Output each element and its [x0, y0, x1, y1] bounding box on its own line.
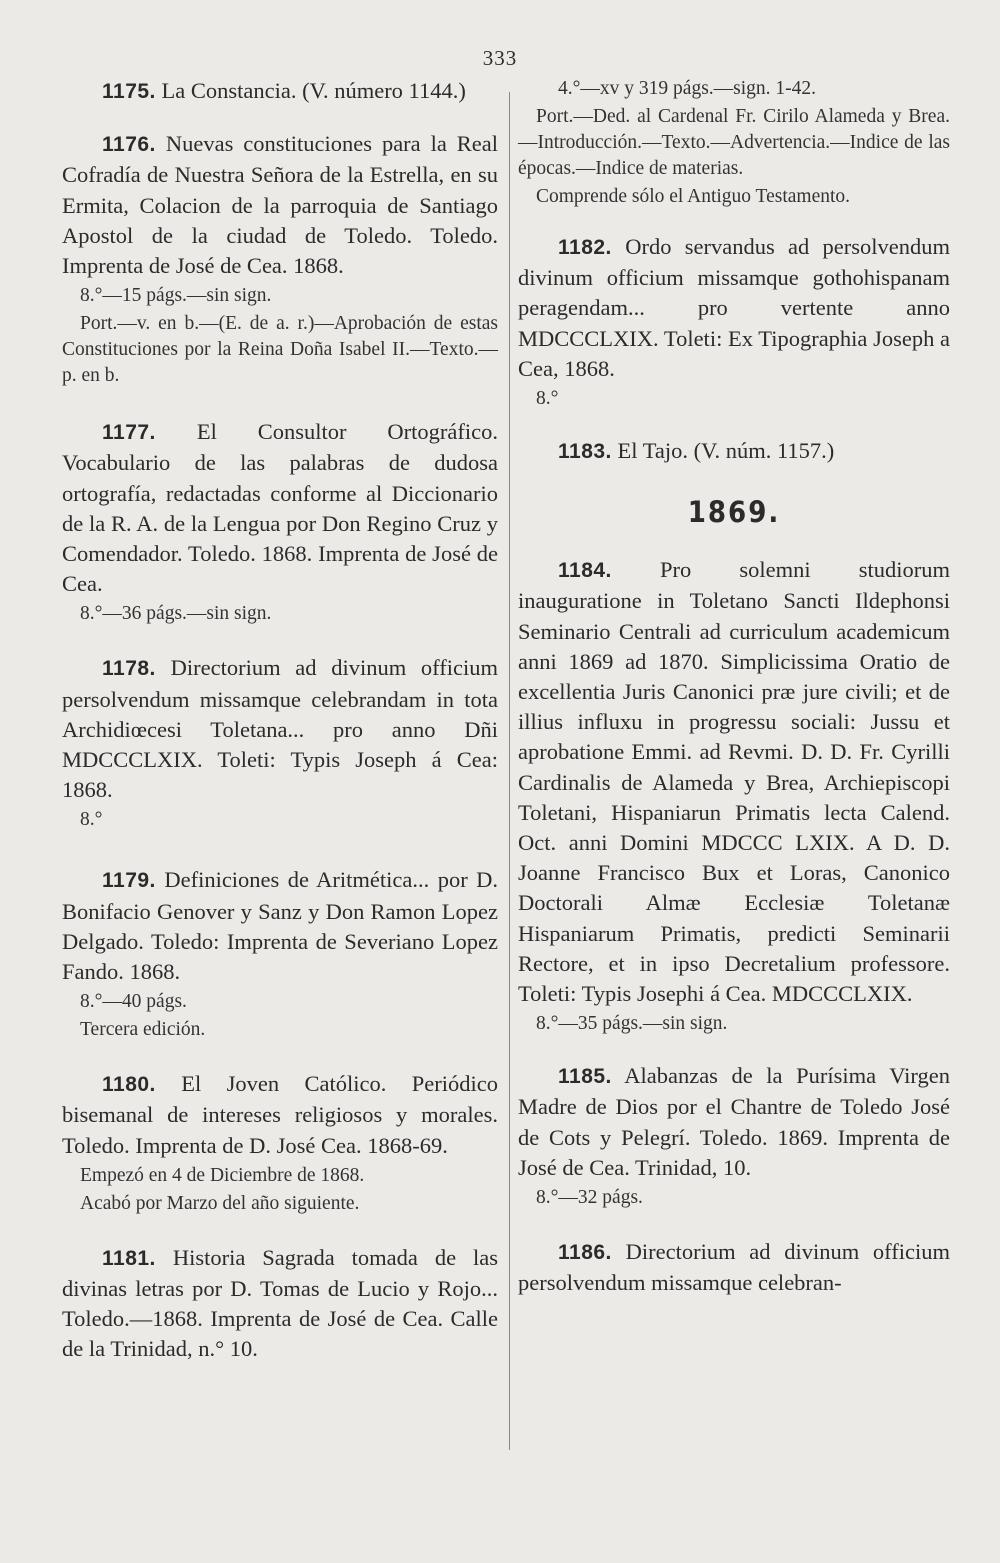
catalog-entry	[518, 232, 950, 412]
entry-number: 1184.	[558, 559, 612, 583]
entry-number: 1179.	[102, 869, 156, 893]
entry-text: La Constancia. (V. número 1144.)	[161, 78, 466, 103]
entry-number: 1177.	[102, 421, 156, 445]
entry-text: El Consultor Ortográfico. Vocabulario de las palabras de dudosa ortografía, redactadas conforme al Diccionario de la R. A. de la Lengua por Don Regino Cruz y Comendador. Toledo. 1868. Imprenta de José de Cea.	[62, 419, 498, 597]
entry-number: 1185.	[558, 1065, 612, 1089]
entry-text: Nuevas constituciones para la Real Cofradía de Nuestra Señora de la Estrella, en su Ermita, Colacion de la parroquia de Santiago Apostol de la ciudad de Toledo. Toledo. Imprenta de José de Cea. 1868.	[62, 131, 499, 279]
year-heading: 1869.	[687, 495, 781, 530]
entry-title	[518, 436, 950, 467]
catalog-entry	[62, 417, 498, 627]
entry-number: 1175.	[102, 80, 156, 103]
entry-note: Port.—v. en b.—(E. de a. r.)—Aprobación de estas Constituciones por la Reina Doña Isabel II.—Texto.—p. en b.	[62, 313, 498, 387]
catalog-entry	[518, 1061, 950, 1211]
entry-note: Empezó en 4 de Diciembre de 1868.	[80, 1164, 365, 1186]
entry-title	[62, 76, 498, 107]
entry-note: Comprende sólo el Antiguo Testamento.	[536, 186, 851, 207]
entry-number: 1181.	[102, 1246, 156, 1270]
entry-text: Pro solemni studiorum inauguratione in Toletano Sancti Ildephonsi Seminario Centrali ad curriculum academicum anni 1869 ad 1870. Simplicissima Oratio de excellentia Juris Canonici præ jure civili; et de illius influxu in progressu sociali: Jussu et aprobatione Emmi. ad Revmi. D. D. Fr. Cyrilli Cardinalis de Alameda y Brea, Archiepiscopi Toletani, Hispaniarun Primatis lecta Calend. Oct. anni Domini MDCCC LXIX. A D. D. Joanne Francisco Bux et Loras, Canonico Doctorali Almæ Ecclesiæ Toletanæ Hispaniarum Primatis, predicti Seminarii Rectore, et in ipso Decretalium professore. Toleti: Typis Josephi á Cea. MDCCCLXIX.	[518, 557, 950, 1007]
entry-title	[518, 1061, 950, 1183]
entry-title	[62, 653, 498, 805]
entry-text: Definiciones de Aritmética... por D. Bonifacio Genover y Sanz y Don Ramon Lopez Delgado. Toledo: Imprenta de Severiano Lopez Fando. 1868.	[62, 867, 498, 985]
entry-note: 8.°—36 págs.—sin sign.	[80, 603, 272, 625]
entry-title	[62, 129, 498, 281]
entry-title	[62, 1243, 498, 1365]
entry-note: 8.°—35 págs.—sin sign.	[536, 1013, 728, 1035]
catalog-entry	[62, 129, 498, 389]
entries-1868	[518, 232, 950, 467]
entry-number: 1180.	[102, 1073, 156, 1097]
entry-text: Historia Sagrada tomada de las divinas letras por D. Tomas de Lucio y Rojo... Toledo.—1868. Imprenta de José de Cea. Calle de la Trinidad, n.° 10.	[62, 1244, 498, 1362]
entry-text: Alabanzas de la Purísima Virgen Madre de Dios por el Chantre de Toledo José de Cots y Pelegrí. Toledo. 1869. Imprenta de José de Cea. Trinidad, 10.	[518, 1063, 950, 1180]
catalog-entry	[518, 1237, 950, 1298]
entry-note: Acabó por Marzo del año siguiente.	[80, 1192, 360, 1214]
entries-1869	[518, 555, 950, 1298]
entry-number: 1183.	[558, 440, 612, 464]
entry-title	[518, 1237, 950, 1298]
entry-title	[62, 417, 498, 599]
entry-number: 1176.	[102, 133, 156, 157]
continued-entry	[518, 76, 950, 210]
entry-title	[62, 865, 498, 987]
entry-note: 8.°—32 págs.	[536, 1187, 643, 1209]
entry-note: 8.°—40 págs.	[80, 991, 187, 1013]
catalog-entry	[62, 653, 498, 833]
entry-text: Directorium ad divinum officium persolvendum missamque celebrandam in tota Archidiœcesi Toletana... pro anno Dñi MDCCCLXIX. Toleti: Typis Joseph á Cea: 1868.	[62, 655, 498, 803]
entry-text: Ordo servandus ad persolvendum divinum officium missamque gothohispanam peragendam... pro vertente anno MDCCCLXIX. Toleti: Ex Tipographia Joseph a Cea, 1868.	[518, 234, 951, 381]
entry-title	[518, 232, 950, 384]
page-number: 333	[482, 46, 518, 70]
entry-text: El Tajo. (V. núm. 1157.)	[617, 438, 835, 464]
catalog-entry	[518, 436, 950, 467]
entry-note: 8.°	[536, 388, 559, 410]
catalog-entry	[62, 865, 498, 1043]
column-divider	[509, 92, 510, 1450]
catalog-entry	[62, 1243, 498, 1365]
entry-note: Tercera edición.	[80, 1019, 206, 1041]
right-column	[518, 76, 950, 1298]
entry-note: 8.°	[80, 809, 103, 831]
catalog-entry	[62, 1069, 498, 1217]
entry-number: 1186.	[558, 1241, 612, 1265]
catalog-entry	[518, 555, 950, 1037]
entry-text: El Joven Católico. Periódico bisemanal de intereses religiosos y morales. Toledo. Imprenta de D. José Cea. 1868-69.	[62, 1071, 498, 1158]
entry-note: 4.°—xv y 319 págs.—sign. 1-42.	[558, 78, 817, 99]
entry-number: 1182.	[558, 236, 612, 259]
entry-title	[518, 555, 950, 1009]
entry-number: 1178.	[102, 657, 156, 681]
left-column	[62, 76, 498, 1365]
entry-note: Port.—Ded. al Cardenal Fr. Cirilo Alameda y Brea.—Introducción.—Texto.—Advertencia.—Indice de las épocas.—Indice de materias.	[518, 106, 950, 179]
catalog-entry	[62, 76, 498, 107]
entry-text: Directorium ad divinum officium persolvendum missamque celebran-	[518, 1239, 950, 1296]
entry-title	[62, 1069, 498, 1161]
entry-note: 8.°—15 págs.—sin sign.	[80, 285, 272, 307]
